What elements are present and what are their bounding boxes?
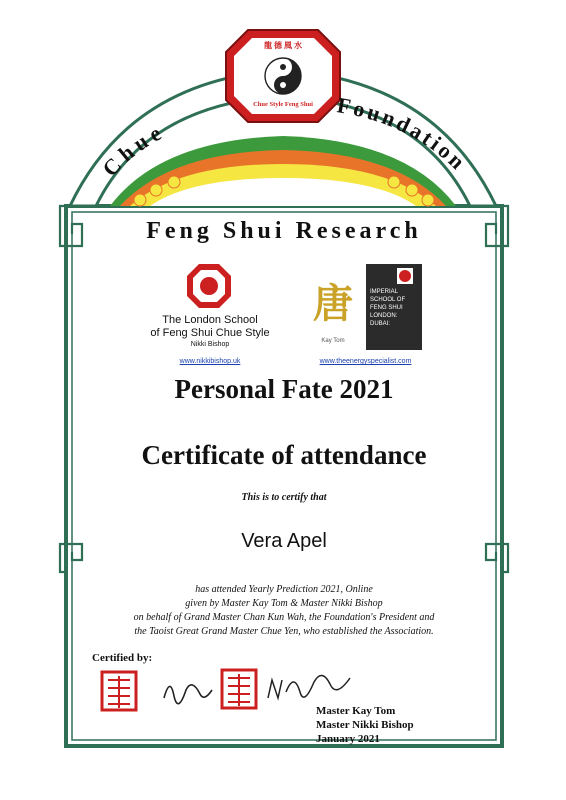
certify-line: This is to certify that xyxy=(241,492,327,503)
signature-kay-tom xyxy=(164,685,212,704)
medallion-bottom-text: Chue Style Feng Shui xyxy=(253,101,313,108)
tang-glyph: 唐 xyxy=(313,280,353,327)
imperial-line: FENG SHUI xyxy=(370,305,403,311)
london-line1: The London School xyxy=(162,314,258,326)
london-url-link[interactable]: www.nikkibishop.uk xyxy=(179,358,241,365)
signature-nikki-bishop xyxy=(268,675,350,698)
london-school-logo xyxy=(130,262,290,372)
london-line2: of Feng Shui Chue Style xyxy=(150,327,270,339)
imperial-line: DUBAI: xyxy=(370,321,391,327)
body-line: on behalf of Grand Master Chan Kun Wah, the Foundation's President and xyxy=(133,612,435,623)
signatory-name: Master Kay Tom xyxy=(316,705,396,717)
imperial-panel xyxy=(366,264,422,350)
certificate-title: Personal Fate 2021 xyxy=(174,374,394,404)
certificate-body xyxy=(86,583,482,639)
kay-tom-label: Kay Tom xyxy=(321,338,345,344)
imperial-text-block xyxy=(370,288,405,328)
signatory-name: Master Nikki Bishop xyxy=(316,719,414,731)
arc-left-text: Chue xyxy=(97,117,170,182)
certificate-heading: Certificate of attendance xyxy=(141,440,427,470)
page-subtitle: Feng Shui Research xyxy=(146,218,422,244)
london-line3: Nikki Bishop xyxy=(190,341,230,348)
imperial-url-link[interactable]: www.theenergyspecialist.com xyxy=(319,358,412,365)
certificate-date: January 2021 xyxy=(316,733,380,745)
imperial-seal-icon xyxy=(396,267,414,285)
signatories-block xyxy=(316,704,414,746)
seal-stamp-left xyxy=(102,672,136,710)
imperial-line: IMPERIAL xyxy=(370,289,399,295)
imperial-school-logo xyxy=(298,262,433,372)
body-line: the Taoist Great Grand Master Chue Yen, who established the Association. xyxy=(134,626,434,637)
recipient-name: Vera Apel xyxy=(241,530,327,552)
imperial-line: SCHOOL OF xyxy=(370,297,406,303)
seal-stamp-right xyxy=(222,670,256,708)
body-line: given by Master Kay Tom & Master Nikki Bishop xyxy=(185,598,383,609)
certified-by-label: Certified by: xyxy=(92,652,153,664)
svg-text:Foundation xyxy=(335,92,472,176)
imperial-line: LONDON: xyxy=(370,313,398,319)
arc-right-text: Foundation xyxy=(335,92,473,176)
body-line: has attended Yearly Prediction 2021, Online xyxy=(195,584,373,595)
london-seal-icon xyxy=(185,262,233,310)
medallion-top-text: 龍 德 風 水 xyxy=(264,41,302,50)
svg-text:Chue xyxy=(97,118,169,181)
